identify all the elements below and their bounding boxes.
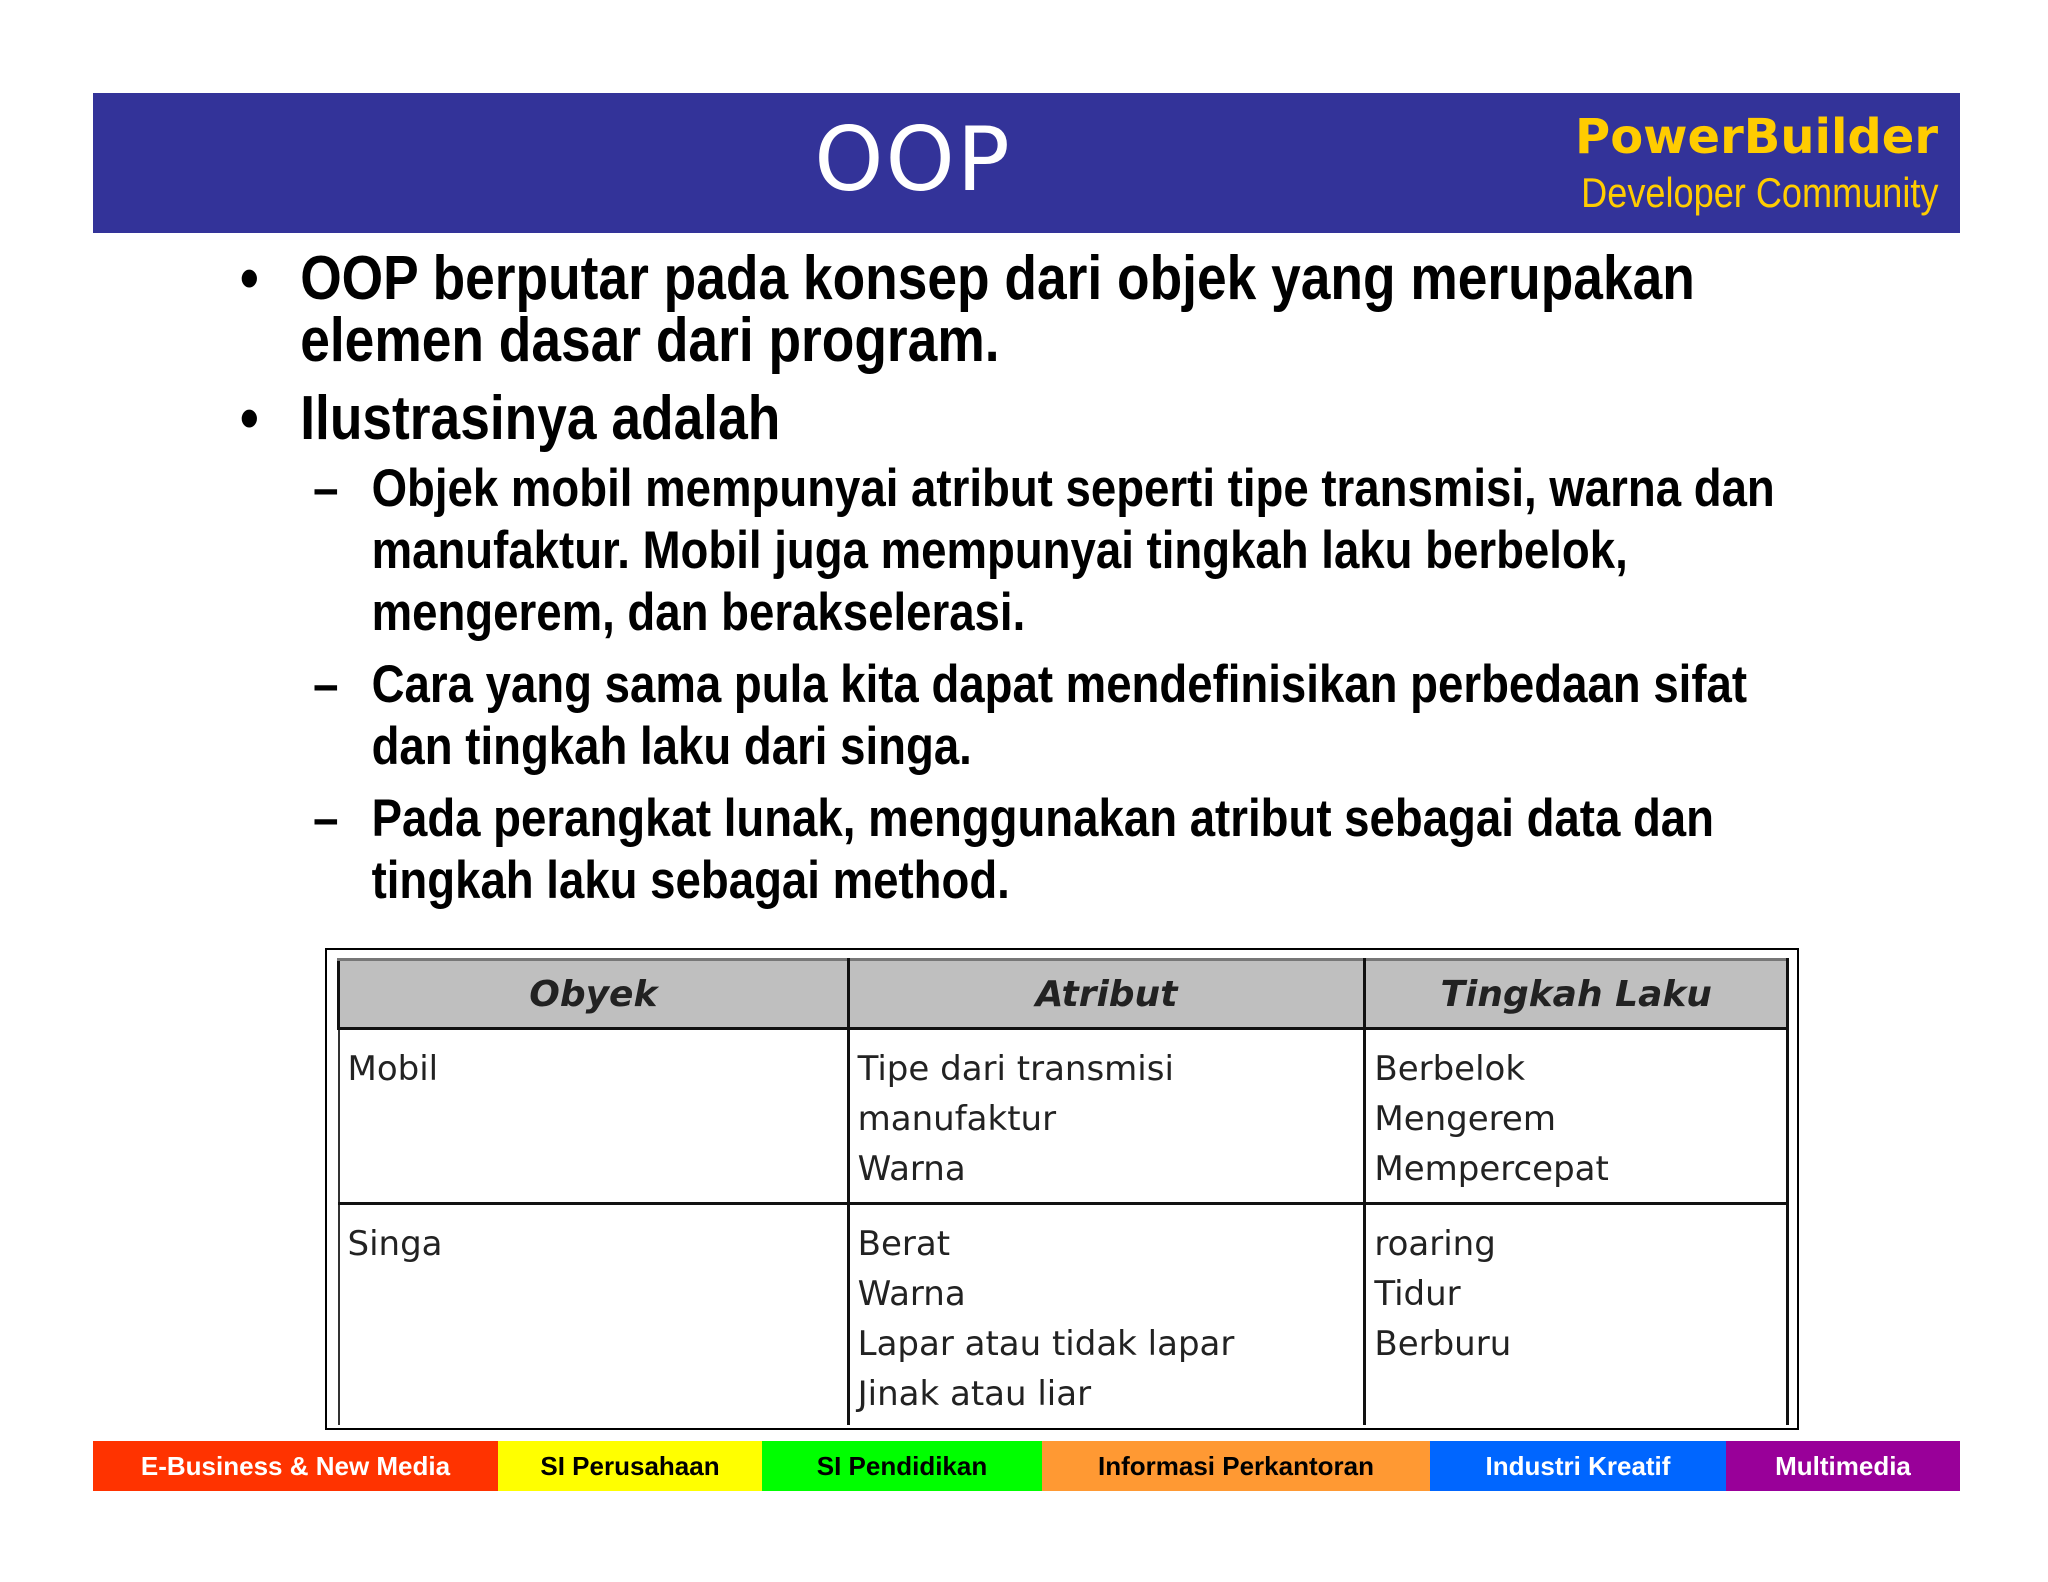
dash-mark: –	[313, 789, 339, 848]
cell-line: Singa	[347, 1224, 443, 1264]
cell-tingkah-laku	[1365, 1204, 1788, 1426]
cell-line: Mengerem	[1374, 1099, 1556, 1139]
brand-tagline: Developer Community	[1580, 169, 1938, 216]
category-footer	[93, 1441, 1960, 1491]
footer-segment-ebusiness	[93, 1441, 498, 1491]
bullet-text: OOP berputar pada konsep dari objek yang merupakan elemen dasar dari program.	[300, 244, 1695, 375]
footer-segment-si-perusahaan	[498, 1441, 762, 1491]
cell-tingkah-laku	[1365, 1029, 1788, 1204]
footer-label: Informasi Perkantoran	[1098, 1450, 1374, 1481]
footer-segment-informasi-perkantoran	[1042, 1441, 1430, 1491]
cell-line: Warna	[857, 1274, 966, 1314]
table-row	[339, 1029, 1788, 1204]
cell-line: Mempercepat	[1374, 1149, 1609, 1189]
header-atribut: Atribut	[848, 960, 1365, 1029]
bullet-mark: •	[240, 384, 259, 453]
footer-segment-si-pendidikan	[762, 1441, 1042, 1491]
cell-atribut	[848, 1204, 1365, 1426]
cell-line: roaring	[1374, 1224, 1496, 1264]
bullet-mark: •	[240, 244, 259, 313]
sub-bullet-text: Cara yang sama pula kita dapat mendefinisikan perbedaan sifat dan tingkah laku dari singa.	[371, 655, 1748, 776]
footer-label: Industri Kreatif	[1485, 1450, 1671, 1481]
cell-line: manufaktur	[857, 1099, 1057, 1139]
sub-bullet-text: Objek mobil mempunyai atribut seperti tipe transmisi, warna dan manufaktur. Mobil juga mempunyai tingkah laku berbelok, mengerem, dan berakselerasi.	[371, 459, 1775, 642]
object-table-frame	[325, 948, 1799, 1430]
header-obyek: Obyek	[339, 960, 849, 1029]
cell-line: Berburu	[1374, 1324, 1512, 1364]
sub-bullet-item	[240, 458, 1816, 644]
sub-bullet-item	[240, 788, 1816, 912]
dash-mark: –	[313, 459, 339, 518]
footer-segment-multimedia	[1726, 1441, 1960, 1491]
cell-line: Tipe dari transmisi	[857, 1049, 1174, 1089]
table-header-row	[339, 960, 1788, 1029]
footer-label: E-Business & New Media	[140, 1450, 451, 1481]
cell-obyek	[339, 1204, 849, 1426]
cell-obyek	[339, 1029, 849, 1204]
cell-line: Berat	[857, 1224, 951, 1264]
object-table	[337, 958, 1789, 1425]
cell-line: Tidur	[1374, 1274, 1461, 1314]
cell-line: Lapar atau tidak lapar	[857, 1324, 1235, 1364]
slide-content	[240, 244, 1860, 938]
footer-label: SI Pendidikan	[816, 1450, 988, 1481]
bullet-item	[240, 384, 1702, 453]
table-row	[339, 1204, 1788, 1426]
bullet-text: Ilustrasinya adalah	[300, 384, 781, 453]
footer-segment-industri-kreatif	[1430, 1441, 1726, 1491]
slide-title: OOP	[814, 108, 1012, 211]
footer-label: Multimedia	[1775, 1450, 1911, 1481]
header-bar	[93, 93, 1960, 233]
footer-label: SI Perusahaan	[540, 1450, 720, 1481]
header-tingkah-laku: Tingkah Laku	[1365, 960, 1788, 1029]
cell-atribut	[848, 1029, 1365, 1204]
brand-name: PowerBuilder	[1575, 109, 1938, 165]
sub-bullet-text: Pada perangkat lunak, menggunakan atribut sebagai data dan tingkah laku sebagai method.	[371, 789, 1714, 910]
cell-line: Mobil	[347, 1049, 439, 1089]
dash-mark: –	[313, 655, 339, 714]
cell-line: Warna	[857, 1149, 966, 1189]
bullet-item	[240, 244, 1702, 375]
sub-bullet-item	[240, 654, 1816, 778]
cell-line: Jinak atau liar	[857, 1374, 1092, 1414]
cell-line: Berbelok	[1374, 1049, 1526, 1089]
